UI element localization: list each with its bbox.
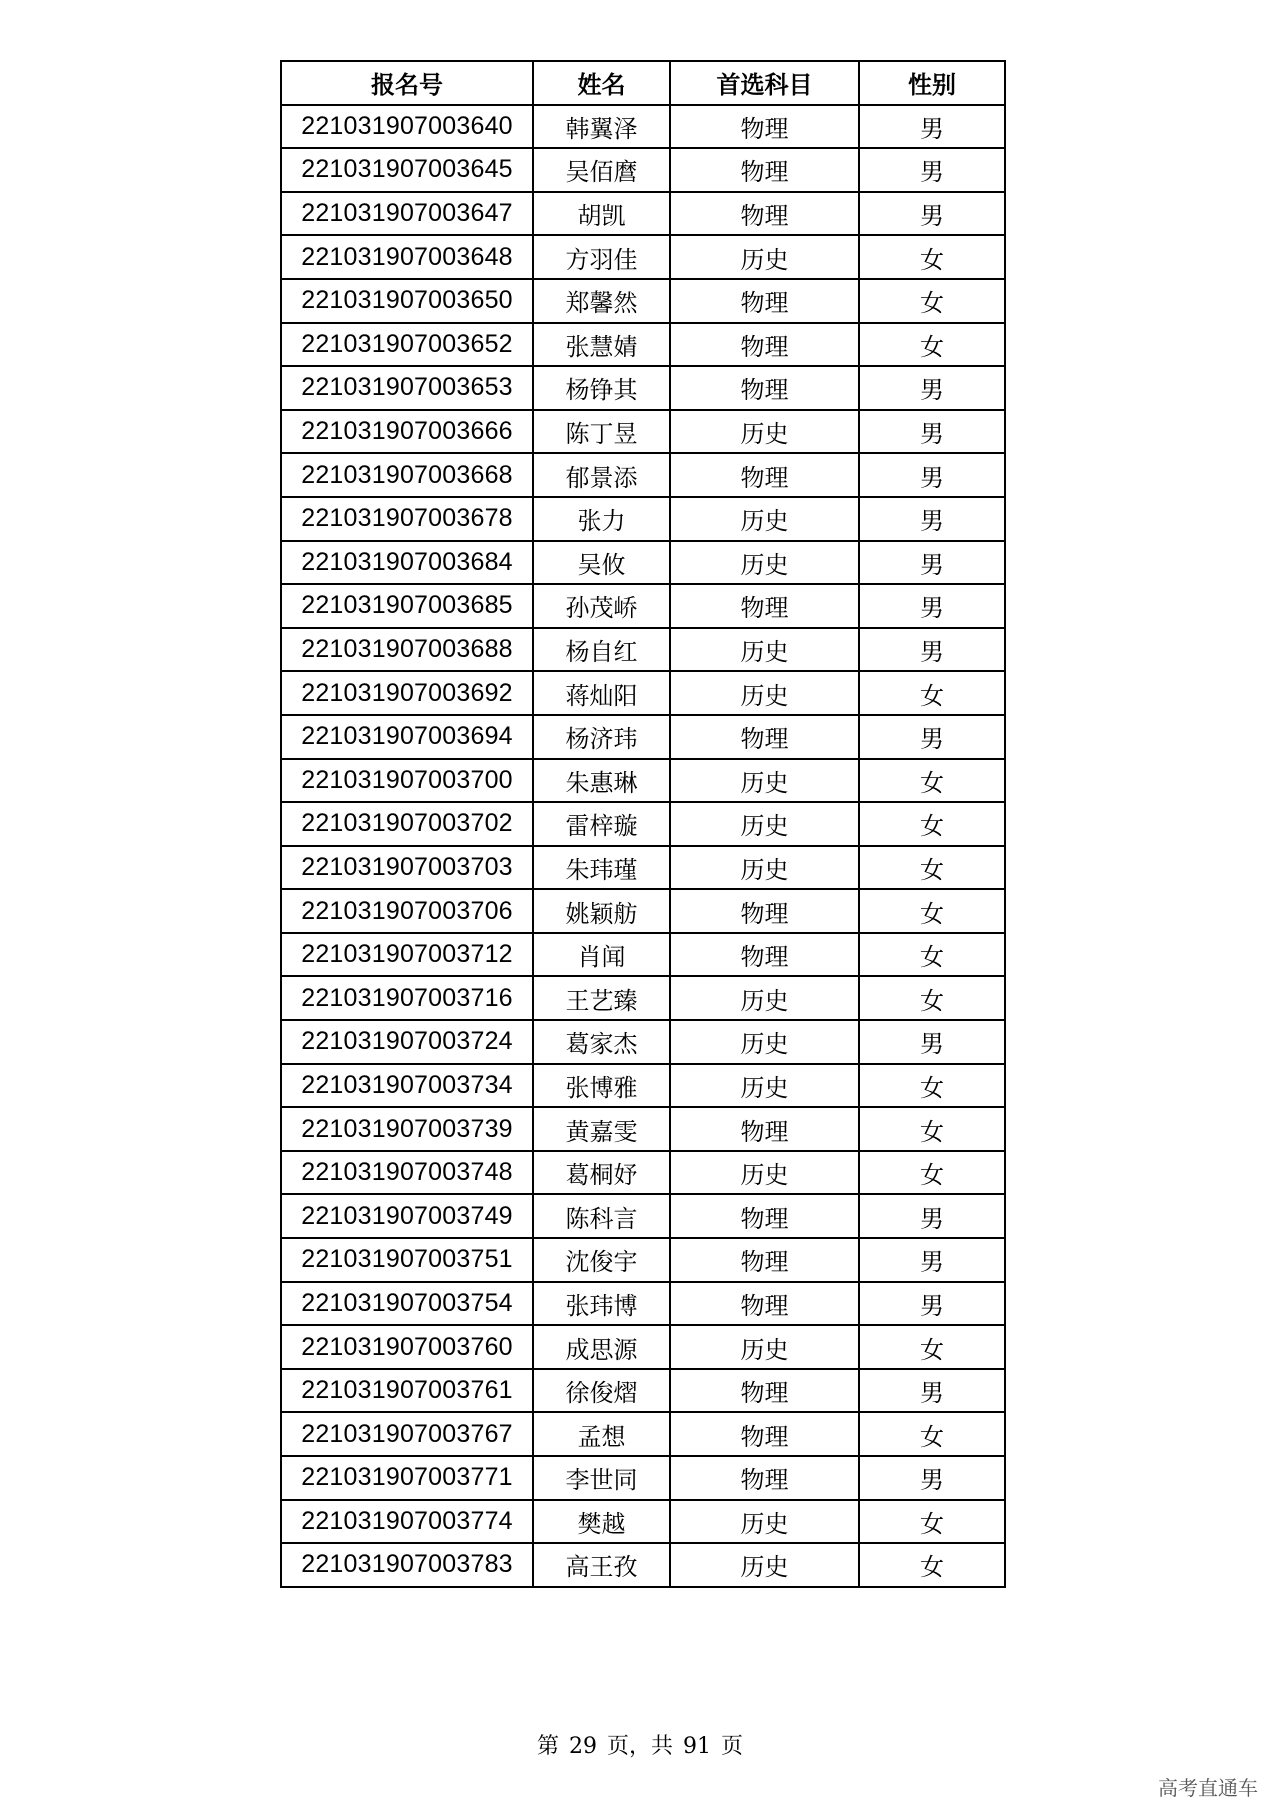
cell-gender: 女 xyxy=(859,279,1005,323)
cell-gender: 男 xyxy=(859,1194,1005,1238)
cell-registration-number: 221031907003761 xyxy=(281,1369,533,1413)
cell-gender: 男 xyxy=(859,410,1005,454)
cell-gender: 男 xyxy=(859,584,1005,628)
cell-subject: 物理 xyxy=(670,933,859,977)
cell-name: 吴佰麿 xyxy=(533,148,670,192)
cell-subject: 历史 xyxy=(670,846,859,890)
table-body xyxy=(281,105,1005,1587)
cell-subject: 历史 xyxy=(670,1543,859,1587)
cell-name: 吴攸 xyxy=(533,541,670,585)
cell-registration-number: 221031907003650 xyxy=(281,279,533,323)
table-row xyxy=(281,846,1005,890)
cell-gender: 男 xyxy=(859,1238,1005,1282)
cell-subject: 历史 xyxy=(670,628,859,672)
watermark-text: 高考直通车 xyxy=(1158,1776,1258,1800)
cell-registration-number: 221031907003640 xyxy=(281,105,533,149)
cell-subject: 物理 xyxy=(670,1282,859,1326)
cell-name: 郁景添 xyxy=(533,453,670,497)
cell-registration-number: 221031907003648 xyxy=(281,235,533,279)
table-row xyxy=(281,541,1005,585)
cell-gender: 男 xyxy=(859,1456,1005,1500)
cell-name: 杨济玮 xyxy=(533,715,670,759)
table-row xyxy=(281,497,1005,541)
header-name: 姓名 xyxy=(533,61,670,105)
table-row xyxy=(281,410,1005,454)
cell-registration-number: 221031907003760 xyxy=(281,1325,533,1369)
header-gender: 性别 xyxy=(859,61,1005,105)
cell-registration-number: 221031907003774 xyxy=(281,1500,533,1544)
cell-name: 姚颖舫 xyxy=(533,889,670,933)
cell-gender: 女 xyxy=(859,1500,1005,1544)
header-registration-number: 报名号 xyxy=(281,61,533,105)
cell-subject: 物理 xyxy=(670,323,859,367)
cell-name: 张玮博 xyxy=(533,1282,670,1326)
cell-registration-number: 221031907003739 xyxy=(281,1107,533,1151)
table-row xyxy=(281,584,1005,628)
cell-gender: 女 xyxy=(859,671,1005,715)
cell-gender: 女 xyxy=(859,1325,1005,1369)
cell-registration-number: 221031907003716 xyxy=(281,976,533,1020)
table-row xyxy=(281,1107,1005,1151)
cell-gender: 女 xyxy=(859,1107,1005,1151)
cell-gender: 女 xyxy=(859,1412,1005,1456)
cell-name: 张力 xyxy=(533,497,670,541)
table-row xyxy=(281,1282,1005,1326)
cell-registration-number: 221031907003668 xyxy=(281,453,533,497)
table-row xyxy=(281,628,1005,672)
cell-gender: 女 xyxy=(859,802,1005,846)
cell-name: 陈丁昱 xyxy=(533,410,670,454)
cell-subject: 历史 xyxy=(670,759,859,803)
cell-name: 蒋灿阳 xyxy=(533,671,670,715)
cell-subject: 物理 xyxy=(670,192,859,236)
cell-subject: 历史 xyxy=(670,541,859,585)
page-number: 第 29 页，共 91 页 xyxy=(537,1734,743,1759)
cell-gender: 男 xyxy=(859,148,1005,192)
cell-gender: 男 xyxy=(859,497,1005,541)
cell-gender: 女 xyxy=(859,933,1005,977)
cell-subject: 物理 xyxy=(670,148,859,192)
cell-gender: 男 xyxy=(859,715,1005,759)
cell-registration-number: 221031907003734 xyxy=(281,1064,533,1108)
table-row xyxy=(281,192,1005,236)
cell-gender: 男 xyxy=(859,366,1005,410)
cell-name: 郑馨然 xyxy=(533,279,670,323)
cell-gender: 女 xyxy=(859,846,1005,890)
table-row xyxy=(281,1369,1005,1413)
table-header-row xyxy=(281,61,1005,105)
cell-name: 朱玮瑾 xyxy=(533,846,670,890)
cell-subject: 历史 xyxy=(670,671,859,715)
cell-subject: 历史 xyxy=(670,410,859,454)
cell-registration-number: 221031907003749 xyxy=(281,1194,533,1238)
cell-name: 张慧婧 xyxy=(533,323,670,367)
cell-registration-number: 221031907003688 xyxy=(281,628,533,672)
table-row xyxy=(281,715,1005,759)
cell-gender: 男 xyxy=(859,453,1005,497)
cell-registration-number: 221031907003647 xyxy=(281,192,533,236)
table-row xyxy=(281,1020,1005,1064)
cell-gender: 女 xyxy=(859,1151,1005,1195)
cell-registration-number: 221031907003703 xyxy=(281,846,533,890)
cell-gender: 女 xyxy=(859,889,1005,933)
table-row xyxy=(281,802,1005,846)
cell-name: 胡凯 xyxy=(533,192,670,236)
header-first-choice-subject: 首选科目 xyxy=(670,61,859,105)
cell-gender: 男 xyxy=(859,1369,1005,1413)
cell-subject: 历史 xyxy=(670,1500,859,1544)
cell-registration-number: 221031907003694 xyxy=(281,715,533,759)
cell-name: 雷梓璇 xyxy=(533,802,670,846)
cell-subject: 物理 xyxy=(670,1369,859,1413)
cell-subject: 物理 xyxy=(670,1107,859,1151)
cell-registration-number: 221031907003692 xyxy=(281,671,533,715)
cell-name: 孟想 xyxy=(533,1412,670,1456)
cell-gender: 女 xyxy=(859,1543,1005,1587)
cell-subject: 物理 xyxy=(670,1194,859,1238)
cell-name: 王艺臻 xyxy=(533,976,670,1020)
table-row xyxy=(281,235,1005,279)
cell-name: 黄嘉雯 xyxy=(533,1107,670,1151)
cell-gender: 男 xyxy=(859,192,1005,236)
cell-name: 肖闻 xyxy=(533,933,670,977)
cell-name: 李世同 xyxy=(533,1456,670,1500)
cell-subject: 历史 xyxy=(670,1020,859,1064)
cell-registration-number: 221031907003645 xyxy=(281,148,533,192)
cell-subject: 历史 xyxy=(670,976,859,1020)
cell-name: 徐俊熠 xyxy=(533,1369,670,1413)
cell-subject: 历史 xyxy=(670,1325,859,1369)
table-row xyxy=(281,105,1005,149)
cell-registration-number: 221031907003748 xyxy=(281,1151,533,1195)
cell-registration-number: 221031907003751 xyxy=(281,1238,533,1282)
table-row xyxy=(281,1412,1005,1456)
table-row xyxy=(281,453,1005,497)
cell-name: 方羽佳 xyxy=(533,235,670,279)
table-row xyxy=(281,1151,1005,1195)
cell-name: 杨铮其 xyxy=(533,366,670,410)
table-row xyxy=(281,759,1005,803)
cell-name: 陈科言 xyxy=(533,1194,670,1238)
table-row xyxy=(281,1456,1005,1500)
cell-name: 高王孜 xyxy=(533,1543,670,1587)
cell-subject: 物理 xyxy=(670,584,859,628)
cell-registration-number: 221031907003653 xyxy=(281,366,533,410)
cell-registration-number: 221031907003685 xyxy=(281,584,533,628)
cell-registration-number: 221031907003700 xyxy=(281,759,533,803)
cell-registration-number: 221031907003684 xyxy=(281,541,533,585)
cell-name: 成思源 xyxy=(533,1325,670,1369)
table-row xyxy=(281,1194,1005,1238)
cell-subject: 历史 xyxy=(670,497,859,541)
table-row xyxy=(281,1500,1005,1544)
cell-name: 孙茂峤 xyxy=(533,584,670,628)
table-row xyxy=(281,933,1005,977)
table-row xyxy=(281,323,1005,367)
cell-name: 葛家杰 xyxy=(533,1020,670,1064)
table-row xyxy=(281,889,1005,933)
cell-registration-number: 221031907003754 xyxy=(281,1282,533,1326)
cell-registration-number: 221031907003702 xyxy=(281,802,533,846)
cell-registration-number: 221031907003783 xyxy=(281,1543,533,1587)
cell-gender: 女 xyxy=(859,976,1005,1020)
table-row xyxy=(281,366,1005,410)
cell-registration-number: 221031907003767 xyxy=(281,1412,533,1456)
cell-subject: 物理 xyxy=(670,366,859,410)
cell-name: 朱惠琳 xyxy=(533,759,670,803)
cell-name: 沈俊宇 xyxy=(533,1238,670,1282)
cell-registration-number: 221031907003666 xyxy=(281,410,533,454)
table-row xyxy=(281,1064,1005,1108)
cell-subject: 历史 xyxy=(670,1151,859,1195)
cell-registration-number: 221031907003724 xyxy=(281,1020,533,1064)
cell-gender: 女 xyxy=(859,1064,1005,1108)
table-row xyxy=(281,976,1005,1020)
cell-subject: 物理 xyxy=(670,453,859,497)
cell-subject: 物理 xyxy=(670,105,859,149)
cell-registration-number: 221031907003712 xyxy=(281,933,533,977)
cell-gender: 男 xyxy=(859,1020,1005,1064)
cell-registration-number: 221031907003678 xyxy=(281,497,533,541)
cell-gender: 男 xyxy=(859,628,1005,672)
cell-gender: 男 xyxy=(859,105,1005,149)
cell-name: 张博雅 xyxy=(533,1064,670,1108)
table-row xyxy=(281,279,1005,323)
cell-gender: 男 xyxy=(859,1282,1005,1326)
cell-subject: 物理 xyxy=(670,715,859,759)
table-row xyxy=(281,1238,1005,1282)
cell-subject: 物理 xyxy=(670,1412,859,1456)
cell-subject: 物理 xyxy=(670,889,859,933)
cell-subject: 物理 xyxy=(670,1456,859,1500)
cell-gender: 女 xyxy=(859,323,1005,367)
student-roster-table xyxy=(280,60,1006,1588)
cell-name: 杨自红 xyxy=(533,628,670,672)
cell-gender: 男 xyxy=(859,541,1005,585)
cell-subject: 物理 xyxy=(670,1238,859,1282)
cell-gender: 女 xyxy=(859,759,1005,803)
cell-gender: 女 xyxy=(859,235,1005,279)
cell-subject: 历史 xyxy=(670,1064,859,1108)
table-row xyxy=(281,671,1005,715)
cell-subject: 历史 xyxy=(670,802,859,846)
cell-name: 葛桐妤 xyxy=(533,1151,670,1195)
cell-registration-number: 221031907003771 xyxy=(281,1456,533,1500)
cell-name: 韩翼泽 xyxy=(533,105,670,149)
cell-registration-number: 221031907003706 xyxy=(281,889,533,933)
table-row xyxy=(281,1325,1005,1369)
cell-subject: 物理 xyxy=(670,279,859,323)
cell-registration-number: 221031907003652 xyxy=(281,323,533,367)
table-row xyxy=(281,1543,1005,1587)
table-row xyxy=(281,148,1005,192)
cell-subject: 历史 xyxy=(670,235,859,279)
cell-name: 樊越 xyxy=(533,1500,670,1544)
